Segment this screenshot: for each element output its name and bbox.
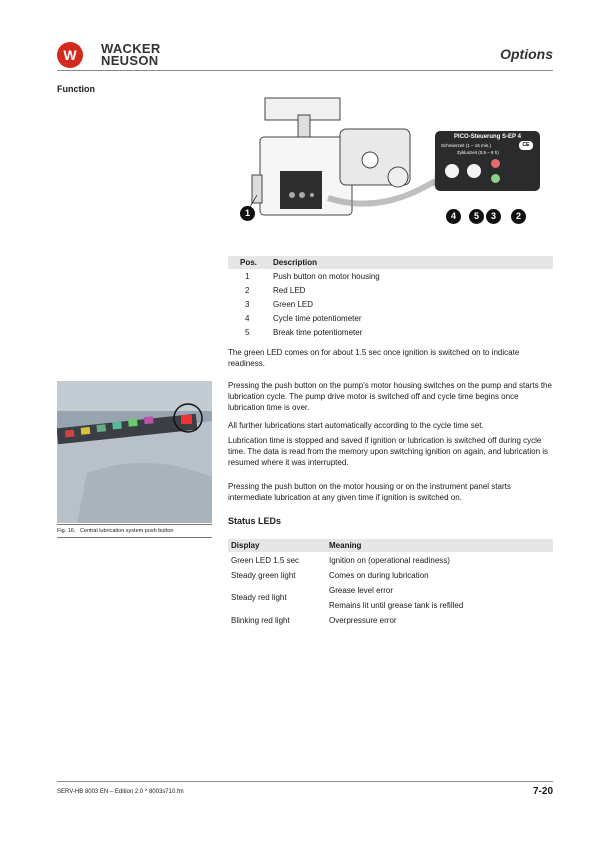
function-heading: Function bbox=[57, 84, 95, 94]
cycle-time-knob bbox=[445, 164, 459, 178]
ce-mark: CE bbox=[519, 141, 533, 150]
pos-number: 1 bbox=[245, 272, 250, 281]
pos-number: 4 bbox=[245, 314, 250, 323]
callout-2: 2 bbox=[511, 209, 526, 224]
description-header: Description bbox=[273, 258, 318, 267]
figure-caption bbox=[57, 524, 212, 538]
instrument-panel-photo bbox=[57, 381, 212, 523]
position-table bbox=[228, 256, 553, 342]
callout-4: 4 bbox=[446, 209, 461, 224]
paragraph-automatic: All further lubrications start automatically according to the cycle time set. bbox=[228, 421, 484, 430]
green-led-icon bbox=[491, 174, 500, 183]
instrument-panel-illustration bbox=[57, 381, 212, 523]
meaning-header: Meaning bbox=[329, 541, 362, 550]
pos-number: 5 bbox=[245, 328, 250, 337]
paragraph-push-button: Pressing the push button on the pump's motor housing switches on the pump and starts the lubrication cycle. The pump drive motor is switched off and cycle time begins once lubrication time is over. bbox=[228, 381, 552, 412]
status-leds-heading: Status LEDs bbox=[228, 516, 282, 526]
break-time-knob bbox=[467, 164, 481, 178]
pos-description: Green LED bbox=[273, 300, 314, 309]
status-display: Steady green light bbox=[231, 571, 296, 580]
header-divider bbox=[57, 70, 553, 71]
logo-line-1: WACKER bbox=[101, 41, 161, 56]
pos-description: Push button on motor housing bbox=[273, 272, 380, 281]
panel-lubrication-label: Schmierzeit (1 – 16 min.) bbox=[441, 143, 492, 148]
status-table bbox=[228, 539, 553, 631]
logo-wordmark bbox=[101, 43, 161, 67]
panel-cycle-label: Zykluszeit (0,5 – 8 h) bbox=[457, 150, 499, 155]
wacker-neuson-logo bbox=[57, 42, 177, 68]
figure-caption-text: Central lubrication system push button bbox=[79, 528, 174, 534]
status-display: Blinking red light bbox=[231, 616, 290, 625]
pos-number: 3 bbox=[245, 300, 250, 309]
callout-3: 3 bbox=[486, 209, 501, 224]
pos-header: Pos. bbox=[240, 258, 257, 267]
pos-description: Break time potentiometer bbox=[273, 328, 363, 337]
pos-description: Red LED bbox=[273, 286, 306, 295]
pump-diagram bbox=[240, 95, 540, 230]
figure-label: Fig. 16: bbox=[57, 528, 76, 534]
paragraph-memory: Lubrication time is stopped and saved if ignition or lubrication is switched off during cycle time. The data is read from the memory upon switching ignition on again, and lubrication is resumed where it was interrupted. bbox=[228, 436, 549, 467]
paragraph-readiness: The green LED comes on for about 1.5 sec once ignition is switched on to indicate readiness. bbox=[228, 348, 520, 368]
panel-title: PICO-Steuerung S-EP 4 bbox=[454, 134, 521, 140]
logo-letter: W bbox=[63, 47, 77, 63]
status-display: Steady red light bbox=[231, 593, 287, 602]
table-header-row bbox=[228, 539, 553, 552]
page-number: 7-20 bbox=[532, 786, 553, 797]
callout-1: 1 bbox=[240, 206, 255, 221]
footer-document-id: SERV-HB 8003 EN – Edition 2.0 * 8003s710.fm bbox=[57, 789, 184, 795]
display-header: Display bbox=[231, 541, 260, 550]
status-meaning: Overpressure error bbox=[329, 616, 397, 625]
pos-description: Cycle time potentiometer bbox=[273, 314, 362, 323]
paragraph-intermediate: Pressing the push button on the motor housing or on the instrument panel starts intermediate lubrication at any given time if ignition is switched on. bbox=[228, 482, 511, 502]
status-meaning: Grease level error bbox=[329, 586, 394, 595]
section-title: Options bbox=[500, 46, 553, 62]
pos-number: 2 bbox=[245, 286, 250, 295]
logo-line-2: NEUSON bbox=[101, 53, 159, 68]
red-led-icon bbox=[491, 159, 500, 168]
status-meaning: Comes on during lubrication bbox=[329, 571, 429, 580]
callout-5: 5 bbox=[469, 209, 484, 224]
control-panel bbox=[435, 131, 540, 191]
status-meaning: Remains lit until grease tank is refilled bbox=[329, 601, 464, 610]
status-meaning: Ignition on (operational readiness) bbox=[329, 556, 450, 565]
status-display: Green LED 1.5 sec bbox=[231, 556, 300, 565]
footer-divider bbox=[57, 781, 553, 782]
